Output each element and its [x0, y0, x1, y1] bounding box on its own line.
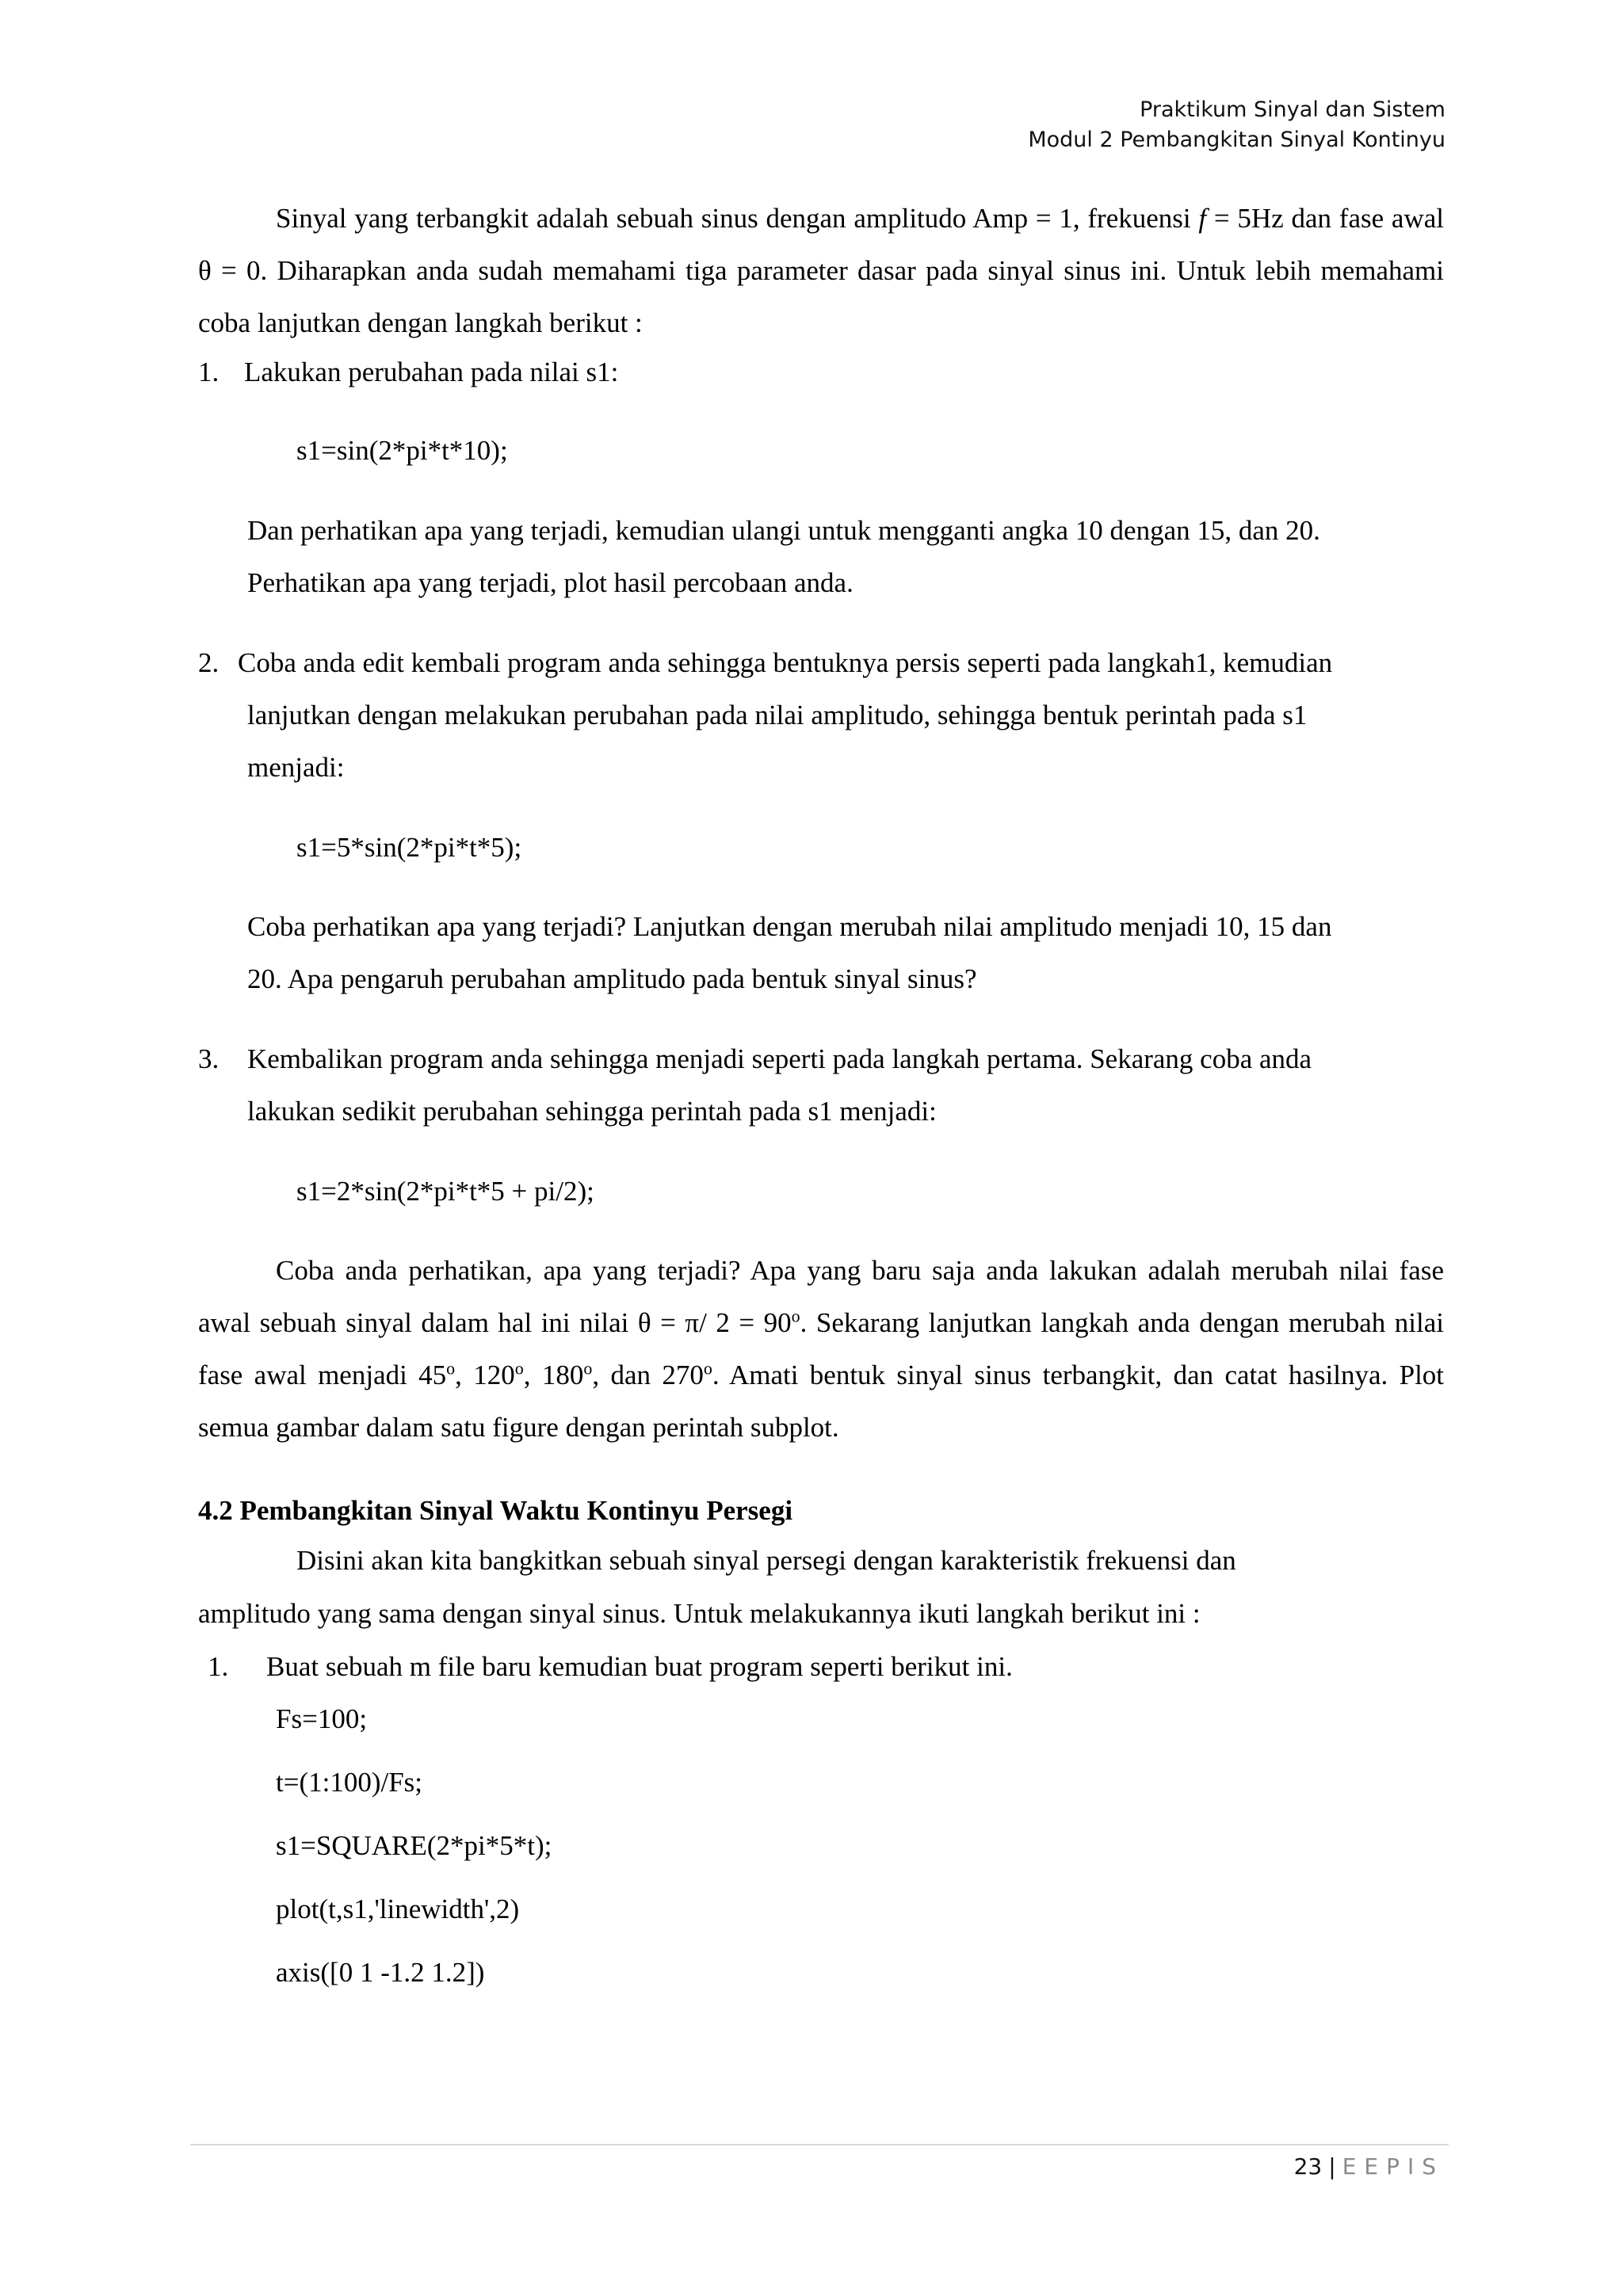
- section-step-1-number: 1.: [208, 1651, 229, 1682]
- phase-paragraph: Coba anda perhatikan, apa yang terjadi? Apa yang baru saja anda lakukan adalah merubah nilai fase awal sebuah sinyal dalam hal ini nilai θ = π/ $2 = 90^o$. Sekarang lanjutkan langkah anda dengan merubah nilai fase awal menjadi 45$^o$, 120$^o$, 180$^o$, dan 270$^o$. Amati bentuk sinyal sinus terbangkit, dan catat hasilnya. Plot semua gambar dalam satu figure dengan perintah subplot.: [198, 1255, 1445, 1443]
- step-1-note-line1: Dan perhatikan apa yang terjadi, kemudian ulangi untuk mengganti angka 10 dengan 15, dan 20.: [247, 515, 1320, 546]
- step-1-code: s1=sin(2*pi*t*10);: [296, 435, 508, 466]
- code-line: s1=SQUARE(2*pi*5*t);: [276, 1830, 552, 1861]
- code-line: axis([0 1 -1.2 1.2]): [276, 1957, 485, 1988]
- step-2-note-line1: Coba perhatikan apa yang terjadi? Lanjutkan dengan merubah nilai amplitudo menjadi 10, 15 dan: [247, 911, 1332, 942]
- step-2-line3: menjadi:: [247, 752, 345, 783]
- page-number: 23: [1293, 2153, 1323, 2180]
- header-course-title: Praktikum Sinyal dan Sistem: [1140, 97, 1445, 122]
- step-2: [198, 646, 1332, 681]
- section-intro-line2: amplitudo yang sama dengan sinyal sinus. Untuk melakukannya ikuti langkah berikut ini :: [198, 1598, 1201, 1629]
- page-header: [1028, 95, 1445, 155]
- step-3-line1: Kembalikan program anda sehingga menjadi seperti pada langkah pertama. Sekarang coba anda: [247, 1043, 1312, 1074]
- footer-separator: |: [1328, 2153, 1336, 2180]
- step-3: [198, 1042, 1312, 1077]
- section-heading: 4.2 Pembangkitan Sinyal Waktu Kontinyu Persegi: [198, 1495, 793, 1526]
- step-3-code: s1=2*sin(2*pi*t*5 + pi/2);: [296, 1176, 594, 1207]
- header-module-title: Modul 2 Pembangkitan Sinyal Kontinyu: [1028, 128, 1445, 152]
- step-1-note-line2: Perhatikan apa yang terjadi, plot hasil percobaan anda.: [247, 567, 854, 598]
- step-3-line2: lakukan sedikit perubahan sehingga perintah pada s1 menjadi:: [247, 1096, 937, 1127]
- section-step-1-text: Buat sebuah m file baru kemudian buat program seperti berikut ini.: [266, 1651, 1013, 1682]
- step-1-number: 1.: [198, 357, 220, 387]
- step-1: [198, 355, 618, 390]
- code-line: plot(t,s1,'linewidth',2): [276, 1894, 520, 1924]
- intro-paragraph: Sinyal yang terbangkit adalah sebuah sinus dengan amplitudo Amp = 1, frekuensi f = 5Hz dan fase awal θ = 0. Diharapkan anda sudah memahami tiga parameter dasar pada sinyal sinus ini. Untuk lebih memahami coba lanjutkan dengan langkah berikut :: [198, 203, 1444, 338]
- step-1-text: Lakukan perubahan pada nilai s1:: [244, 357, 619, 387]
- step-2-line2: lanjutkan dengan melakukan perubahan pada nilai amplitudo, sehingga bentuk perintah pada s1: [247, 700, 1308, 730]
- section-intro-line1: Disini akan kita bangkitkan sebuah sinyal persegi dengan karakteristik frekuensi dan: [296, 1545, 1236, 1576]
- step-2-code: s1=5*sin(2*pi*t*5);: [296, 832, 522, 863]
- code-line: Fs=100;: [276, 1703, 368, 1734]
- code-line: t=(1:100)/Fs;: [276, 1767, 423, 1798]
- step-2-line1: Coba anda edit kembali program anda sehingga bentuknya persis seperti pada langkah1, kemudian: [238, 647, 1333, 678]
- section-step-1: [208, 1650, 1013, 1684]
- page-footer: [1294, 2153, 1444, 2180]
- step-2-number: 2.: [198, 647, 220, 678]
- step-3-number: 3.: [198, 1043, 220, 1074]
- step-2-note-line2: 20. Apa pengaruh perubahan amplitudo pada bentuk sinyal sinus?: [247, 963, 977, 994]
- footer-divider: [190, 2144, 1449, 2145]
- footer-institution: EEPIS: [1342, 2153, 1444, 2180]
